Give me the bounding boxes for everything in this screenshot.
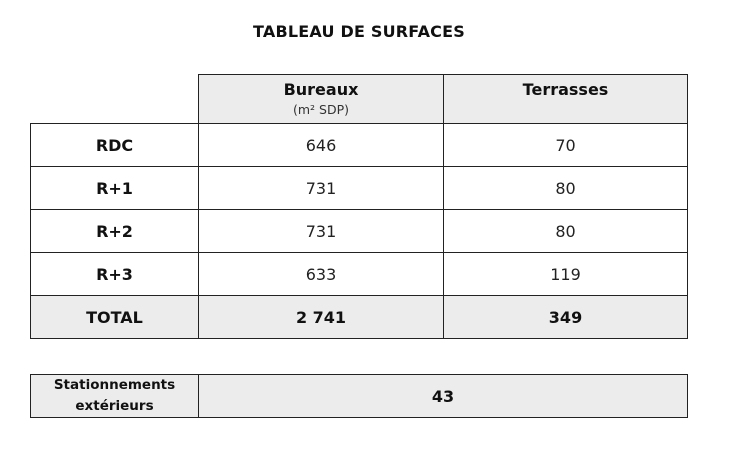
cell-bureaux: 731	[199, 210, 444, 253]
cell-bureaux: 646	[199, 124, 444, 167]
row-label-r2: R+2	[31, 210, 199, 253]
total-bureaux: 2 741	[199, 296, 444, 339]
parking-label-line2: extérieurs	[75, 398, 154, 414]
surfaces-table	[30, 74, 688, 339]
empty-header-cell	[31, 75, 199, 124]
cell-bureaux: 633	[199, 253, 444, 296]
table-row	[31, 253, 688, 296]
parking-table	[30, 374, 688, 418]
cell-bureaux: 731	[199, 167, 444, 210]
table-row	[31, 167, 688, 210]
column-header-unit: (m² SDP)	[292, 102, 349, 117]
page-title: TABLEAU DE SURFACES	[253, 22, 465, 41]
row-label-r3: R+3	[31, 253, 199, 296]
parking-label	[31, 375, 199, 418]
column-header-bureaux	[199, 75, 444, 124]
column-header-terrasses	[444, 75, 688, 124]
total-row	[31, 296, 688, 339]
cell-terrasses: 80	[444, 210, 688, 253]
table-header-row	[31, 75, 688, 124]
parking-label-line1: Stationnements	[53, 377, 176, 393]
row-label-rdc: RDC	[31, 124, 199, 167]
parking-value: 43	[199, 375, 688, 418]
total-label: TOTAL	[31, 296, 199, 339]
column-header-label: Terrasses	[522, 80, 609, 99]
column-header-label: Bureaux	[283, 80, 359, 99]
total-terrasses: 349	[444, 296, 688, 339]
parking-row	[31, 375, 688, 418]
row-label-r1: R+1	[31, 167, 199, 210]
cell-terrasses: 119	[444, 253, 688, 296]
cell-terrasses: 70	[444, 124, 688, 167]
table-row	[31, 210, 688, 253]
cell-terrasses: 80	[444, 167, 688, 210]
table-row	[31, 124, 688, 167]
